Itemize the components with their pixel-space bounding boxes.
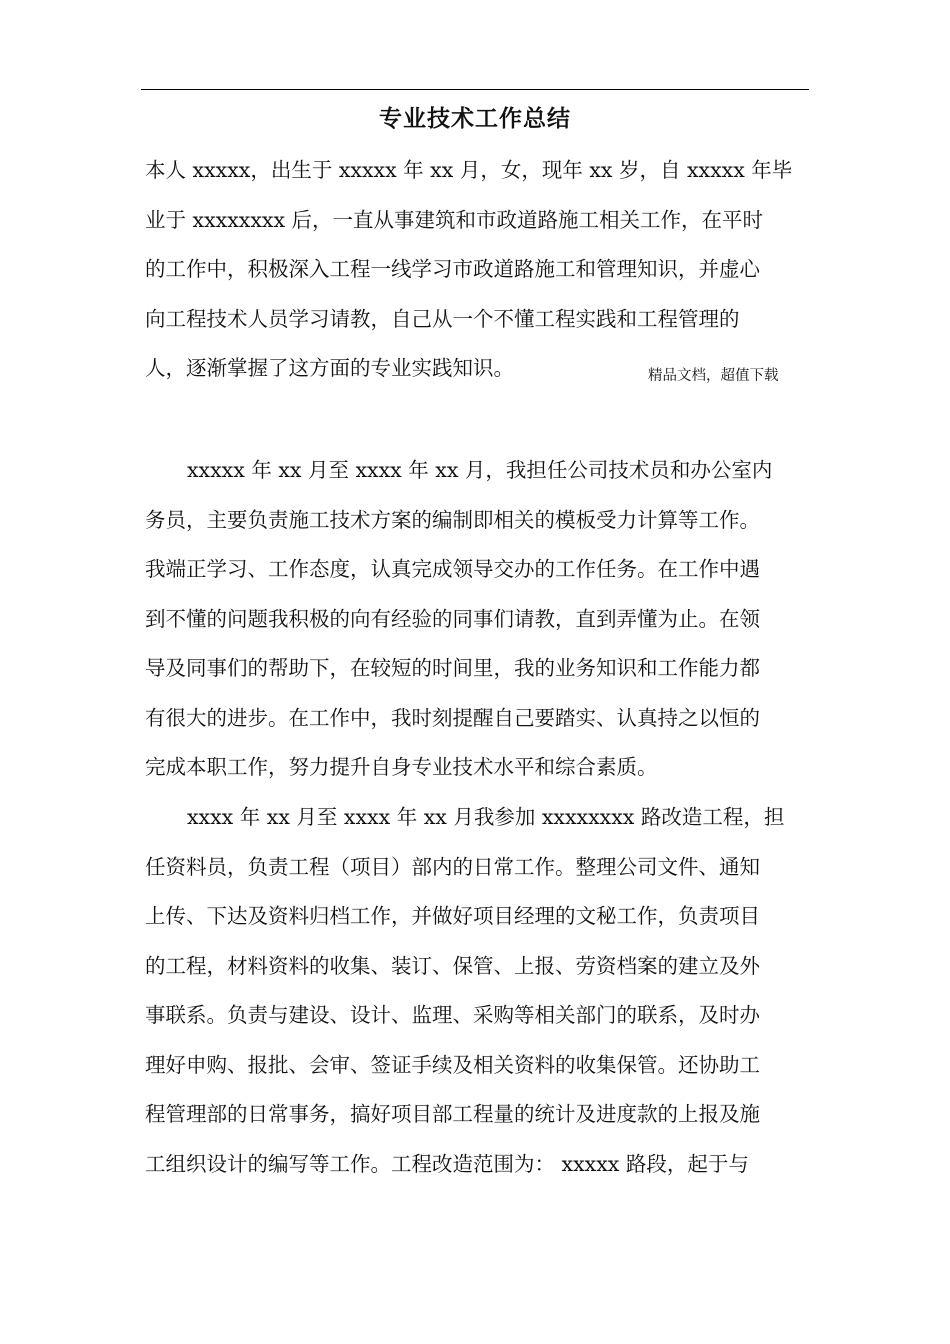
text-line: 我端正学习、工作态度，认真完成领导交办的工作任务。在工作中遇 — [145, 557, 760, 581]
header-rule — [141, 89, 809, 90]
text-line: 有很大的进步。在工作中，我时刻提醒自己要踏实、认真持之以恒的 — [145, 705, 760, 730]
text-line: 工组织设计的编写等工作。工程改造范围为： xxxxx 路段，起于与 — [145, 1151, 749, 1176]
text-line: 的工作中，积极深入工程一线学习市政道路施工和管理知识，并虚心 — [145, 257, 760, 281]
text-line: 务员，主要负责施工技术方案的编制即相关的模板受力计算等工作。 — [145, 507, 760, 532]
text-line: 人，逐渐掌握了这方面的专业实践知识。 — [145, 356, 514, 380]
text-line: xxxx 年 xx 月至 xxxx 年 xx 月我参加 xxxxxxxx 路改造工程，担 — [187, 805, 785, 829]
text-line: 导及同事们的帮助下，在较短的时间里，我的业务知识和工作能力都 — [145, 656, 760, 680]
text-line: 本人 xxxxx，出生于 xxxxx 年 xx 月，女，现年 xx 岁，自 xxxxx 年毕 — [145, 158, 793, 182]
paragraph-technician — [145, 446, 825, 793]
text-line: 到不懂的问题我积极的向有经验的同事们请教，直到弄懂为止。在领 — [145, 606, 760, 631]
text-line: 完成本职工作，努力提升自身专业技术水平和综合素质。 — [145, 755, 658, 779]
text-line: 任资料员，负责工程（项目）部内的日常工作。整理公司文件、通知 — [145, 854, 760, 879]
text-line: xxxxx 年 xx 月至 xxxx 年 xx 月，我担任公司技术员和办公室内 — [187, 458, 773, 482]
text-line: 上传、下达及资料归档工作，并做好项目经理的文秘工作，负责项目 — [145, 904, 760, 928]
text-line: 的工程，材料资料的收集、装订、保管、上报、劳资档案的建立及外 — [145, 953, 760, 978]
paragraph-intro — [145, 146, 825, 394]
document-title: 专业技术工作总结 — [379, 106, 571, 132]
text-line: 事联系。负责与建设、设计、监理、采购等相关部门的联系，及时办 — [145, 1003, 760, 1027]
paragraph-project — [145, 793, 825, 1189]
text-line: 理好申购、报批、会审、签证手续及相关资料的收集保管。还协助工 — [145, 1052, 760, 1077]
text-line: 程管理部的日常事务，搞好项目部工程量的统计及进度款的上报及施 — [145, 1102, 760, 1126]
text-line: 业于 xxxxxxxx 后，一直从事建筑和市政道路施工相关工作，在平时 — [145, 207, 764, 232]
text-line: 向工程技术人员学习请教，自己从一个不懂工程实践和工程管理的 — [145, 306, 740, 331]
footer-note: 精品文档，超值下载 — [648, 368, 779, 384]
